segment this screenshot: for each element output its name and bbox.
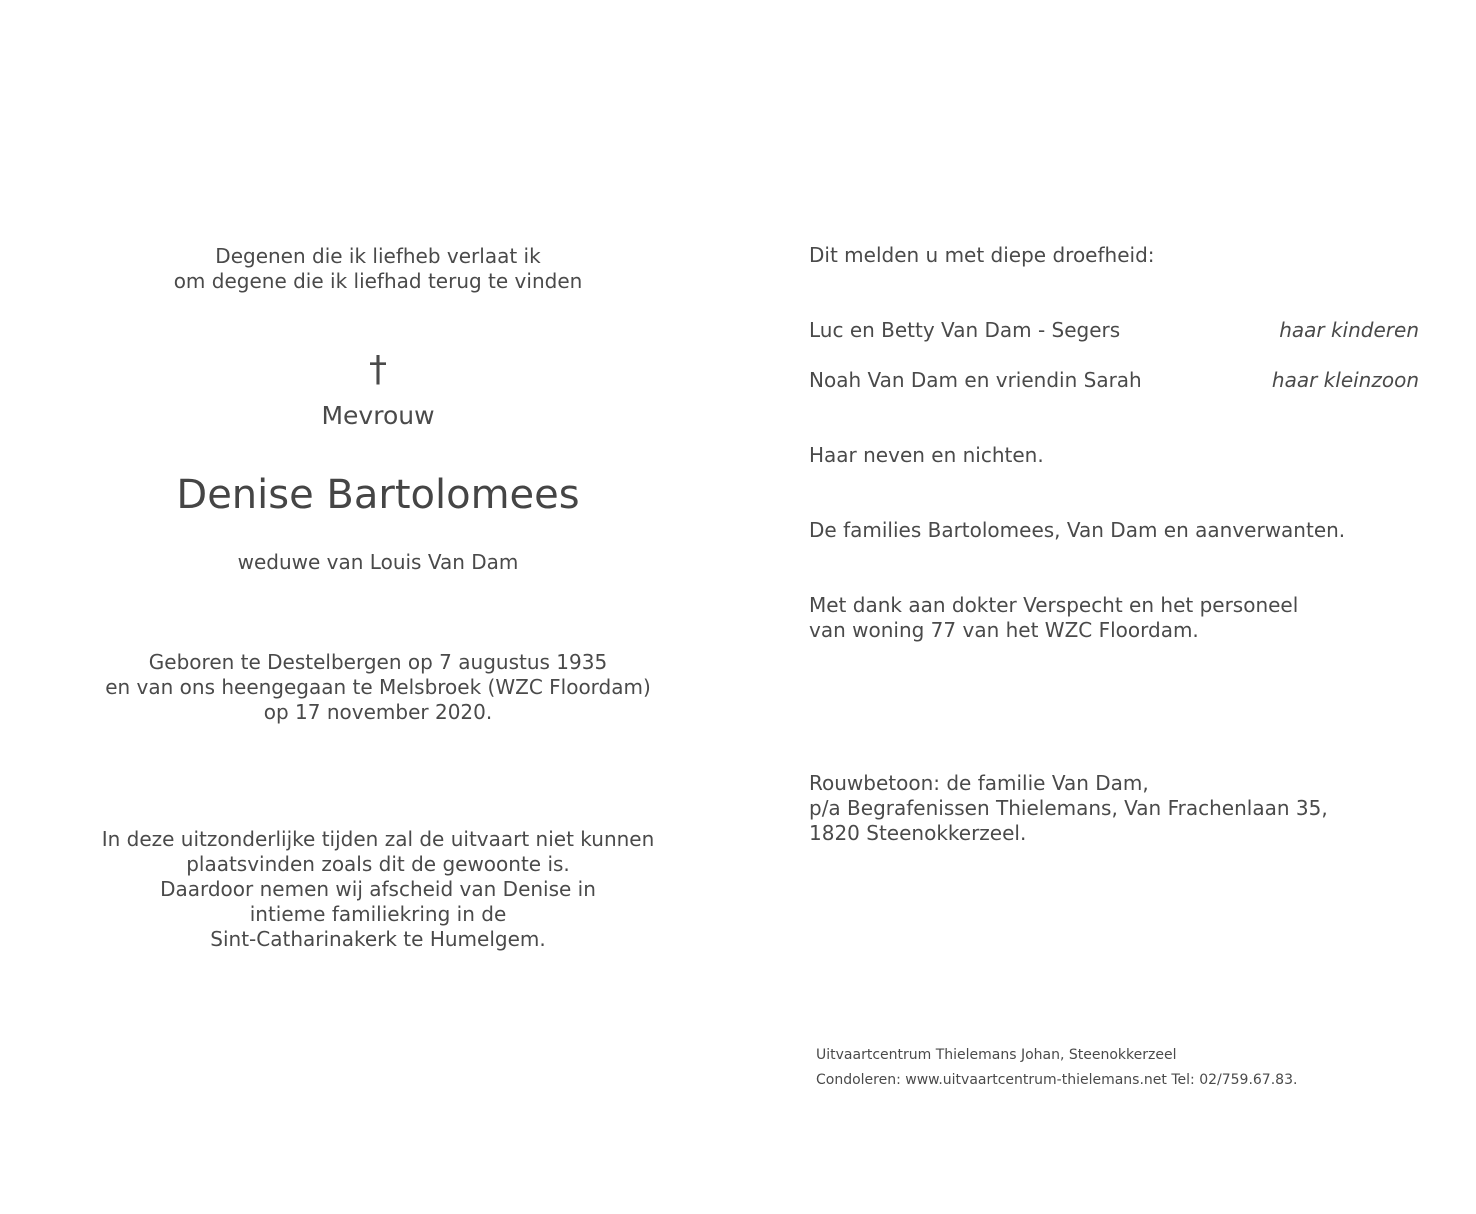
honorific-title: Mevrouw xyxy=(321,401,435,430)
family-name: Noah Van Dam en vriendin Sarah xyxy=(809,368,1142,392)
funeral-line: In deze uitzonderlijke tijden zal de uitvaart niet kunnen xyxy=(101,827,655,851)
funeral-line: intieme familiekring in de xyxy=(249,902,507,926)
birth-death-info xyxy=(78,650,678,725)
footer-line: Uitvaartcentrum Thielemans Johan, Steenokkerzeel xyxy=(816,1047,1177,1063)
thanks-block xyxy=(809,593,1419,643)
birth-line: en van ons heengegaan te Melsbroek (WZC Floordam) xyxy=(105,675,651,699)
motto xyxy=(78,244,678,304)
mourning-line: p/a Begrafenissen Thielemans, Van Frachenlaan 35, xyxy=(809,796,1328,820)
funeral-line: plaatsvinden zoals dit de gewoonte is. xyxy=(186,852,570,876)
thanks-line: van woning 77 van het WZC Floordam. xyxy=(809,618,1199,642)
funeral-home-footer xyxy=(816,1043,1297,1093)
left-column xyxy=(78,244,678,952)
announcement-intro: Dit melden u met diepe droefheid: xyxy=(809,243,1155,267)
family-relation: haar kleinzoon xyxy=(1271,368,1419,392)
family-row xyxy=(809,368,1419,393)
family-row xyxy=(809,318,1419,343)
right-column xyxy=(809,243,1419,846)
mourning-address xyxy=(809,771,1419,846)
families-line: De families Bartolomees, Van Dam en aanverwanten. xyxy=(809,518,1346,542)
cross-icon: † xyxy=(369,349,387,390)
widow-of: weduwe van Louis Van Dam xyxy=(237,550,519,574)
footer-line: Condoleren: www.uitvaartcentrum-thielemans.net Tel: 02/759.67.83. xyxy=(816,1072,1298,1088)
funeral-line: Sint-Catharinakerk te Humelgem. xyxy=(210,927,546,951)
thanks-line: Met dank aan dokter Verspecht en het personeel xyxy=(809,593,1299,617)
funeral-info xyxy=(78,827,678,952)
birth-line: Geboren te Destelbergen op 7 augustus 1935 xyxy=(148,650,608,674)
family-name: Luc en Betty Van Dam - Segers xyxy=(809,318,1121,342)
birth-line: op 17 november 2020. xyxy=(263,700,493,724)
mourning-line: 1820 Steenokkerzeel. xyxy=(809,821,1027,845)
family-relation: haar kinderen xyxy=(1279,318,1419,342)
cousins-line: Haar neven en nichten. xyxy=(809,443,1044,467)
funeral-line: Daardoor nemen wij afscheid van Denise in xyxy=(160,877,596,901)
mourning-line: Rouwbetoon: de familie Van Dam, xyxy=(809,771,1149,795)
motto-line: Degenen die ik liefheb verlaat ik xyxy=(215,244,541,268)
motto-line: om degene die ik liefhad terug te vinden xyxy=(173,269,583,293)
deceased-name: Denise Bartolomees xyxy=(176,472,580,518)
